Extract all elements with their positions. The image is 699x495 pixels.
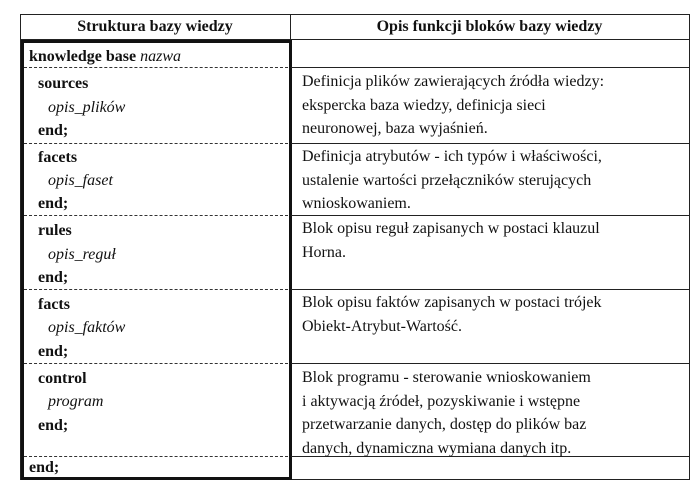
row-border-4: [291, 363, 690, 364]
description-line: i aktywacją źródeł, pozyskiwanie i wstępne: [302, 392, 581, 410]
block-keyword: facets: [38, 149, 78, 166]
block-keyword: rules: [38, 222, 72, 239]
block-keyword: sources: [38, 75, 89, 92]
description-facts: [302, 291, 687, 338]
left-separator-4: [24, 363, 288, 364]
block-keyword: facts: [38, 296, 70, 313]
description-sources: [302, 70, 687, 141]
description-line: ekspercka baza wiedzy, definicja sieci: [302, 96, 546, 114]
row-border-0: [291, 67, 690, 68]
description-line: Blok opisu faktów zapisanych w postaci trójek: [302, 294, 602, 311]
block-content: opis_faktów: [48, 319, 126, 336]
description-line: wnioskowaniem.: [302, 195, 411, 212]
block-content: opis_plików: [48, 99, 126, 116]
description-line: ustalenie wartości przełączników sterujących: [302, 171, 592, 189]
block-content: opis_faset: [48, 172, 113, 189]
description-rules: [302, 217, 687, 264]
description-facets: [302, 145, 687, 216]
final-end: end;: [29, 459, 60, 476]
row-border-3: [291, 289, 690, 290]
kb-keyword: knowledge base: [29, 48, 137, 65]
left-separator-1: [24, 143, 288, 144]
kb-name: nazwa: [140, 48, 182, 65]
description-line: Horna.: [302, 243, 346, 261]
block-end: end;: [38, 195, 69, 212]
block-end: end;: [38, 343, 69, 360]
description-line: Blok programu - sterowanie wnioskowaniem: [302, 369, 591, 386]
block-end: end;: [38, 122, 69, 139]
description-line: Definicja atrybutów - ich typów i właściwości,: [302, 148, 602, 165]
description-line: Obiekt-Atrybut-Wartość.: [302, 317, 462, 335]
description-line: Definicja plików zawierających źródła wiedzy:: [302, 73, 605, 90]
block-content: program: [48, 393, 104, 410]
header-structure: Struktura bazy wiedzy: [77, 18, 233, 35]
description-line: Blok opisu reguł zapisanych w postaci klauzul: [302, 220, 600, 237]
block-end: end;: [38, 417, 69, 434]
table-top-border: [20, 14, 690, 15]
block-content: opis_reguł: [48, 246, 116, 263]
left-separator-2: [24, 215, 288, 216]
left-separator-3: [24, 289, 288, 290]
table-right-border: [689, 14, 690, 480]
description-line: danych, dynamiczna wymiana danych itp.: [302, 439, 572, 457]
block-keyword: control: [38, 370, 87, 387]
description-line: przetwarzanie danych, dostęp do plików baz: [302, 416, 587, 433]
block-end: end;: [38, 269, 69, 286]
description-control: [302, 366, 687, 460]
row-border-1: [291, 143, 690, 144]
left-separator-5: [24, 456, 288, 457]
description-line: neuronowej, baza wyjaśnień.: [302, 120, 488, 137]
kb-line: [29, 45, 181, 68]
header-description: Opis funkcji bloków bazy wiedzy: [376, 18, 603, 35]
